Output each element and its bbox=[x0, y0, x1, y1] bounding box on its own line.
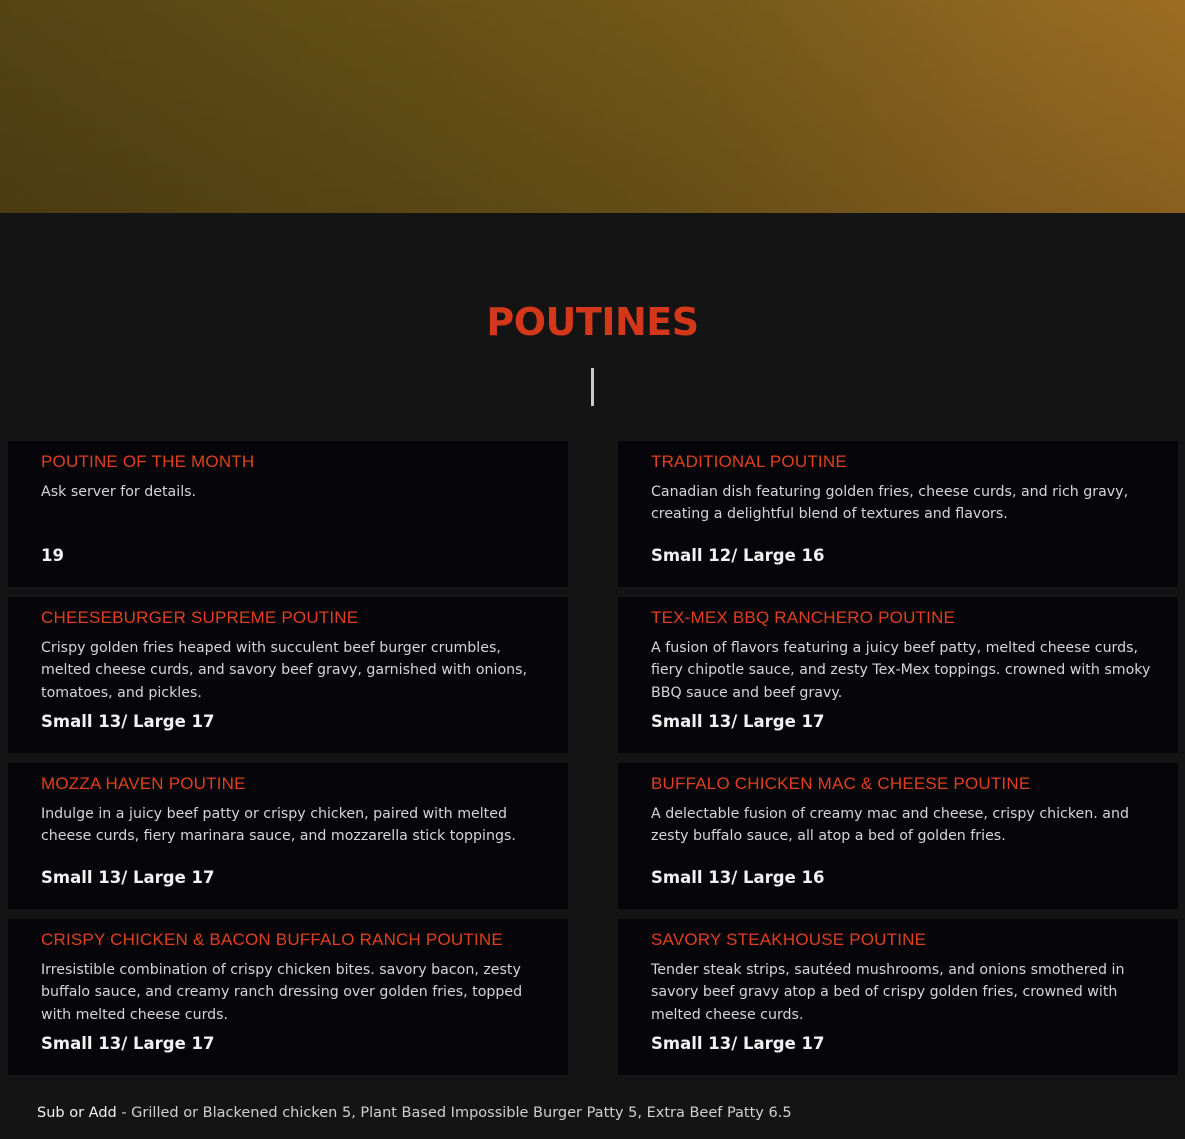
menu-item-card bbox=[618, 597, 1178, 753]
menu-item-description: Ask server for details. bbox=[41, 483, 197, 500]
menu-item-card bbox=[8, 441, 568, 587]
section-title: POUTINES bbox=[486, 300, 699, 344]
menu-item-description: Irresistible combination of crispy chicken bites. savory bacon, zesty buffalo sauce, and creamy ranch dressing over golden fries, topped with melted cheese curds. bbox=[41, 961, 523, 1023]
menu-item-card bbox=[8, 597, 568, 753]
menu-item-description: Canadian dish featuring golden fries, cheese curds, and rich gravy, creating a delightful blend of textures and flavors. bbox=[651, 483, 1129, 523]
title-divider bbox=[591, 368, 594, 406]
add-ons-lead: Sub or Add bbox=[37, 1105, 117, 1121]
menu-item-card bbox=[8, 763, 568, 909]
menu-item-title: CHEESEBURGER SUPREME POUTINE bbox=[41, 608, 359, 627]
add-ons-text: - Grilled or Blackened chicken 5, Plant Based Impossible Burger Patty 5, Extra Beef Patty 6.5 bbox=[116, 1105, 792, 1121]
menu-item-price: Small 13/ Large 16 bbox=[651, 868, 825, 887]
menu-item-price: Small 12/ Large 16 bbox=[651, 546, 825, 565]
menu-item-description: A fusion of flavors featuring a juicy beef patty, melted cheese curds, fiery chipotle sauce, and zesty Tex-Mex toppings. crowned with smoky BBQ sauce and beef gravy. bbox=[651, 639, 1151, 701]
menu-item-price: Small 13/ Large 17 bbox=[651, 1034, 825, 1053]
menu-item-price: Small 13/ Large 17 bbox=[41, 1034, 215, 1053]
menu-item-title: POUTINE OF THE MONTH bbox=[41, 452, 255, 471]
menu-item-title: SAVORY STEAKHOUSE POUTINE bbox=[651, 930, 927, 949]
menu-item-title: TEX-MEX BBQ RANCHERO POUTINE bbox=[651, 608, 956, 627]
menu-item-card bbox=[618, 441, 1178, 587]
menu-item-title: TRADITIONAL POUTINE bbox=[651, 452, 847, 471]
menu-item-description: A delectable fusion of creamy mac and cheese, crispy chicken. and zesty buffalo sauce, all atop a bed of golden fries. bbox=[651, 805, 1129, 845]
menu-item-title: CRISPY CHICKEN & BACON BUFFALO RANCH POUTINE bbox=[41, 930, 503, 949]
menu-item-price: Small 13/ Large 17 bbox=[41, 712, 215, 731]
add-ons-note bbox=[37, 1105, 792, 1121]
hero-banner bbox=[0, 0, 1185, 213]
menu-item-description: Crispy golden fries heaped with succulent beef burger crumbles, melted cheese curds, and savory beef gravy, garnished with onions, tomatoes, and pickles. bbox=[41, 639, 528, 701]
menu-item-card bbox=[618, 763, 1178, 909]
menu-item-card bbox=[8, 919, 568, 1075]
menu-item-title: BUFFALO CHICKEN MAC & CHEESE POUTINE bbox=[651, 774, 1031, 793]
menu-item-title: MOZZA HAVEN POUTINE bbox=[41, 774, 246, 793]
menu-item-price: 19 bbox=[41, 546, 64, 565]
menu-item-description: Indulge in a juicy beef patty or crispy chicken, paired with melted cheese curds, fiery marinara sauce, and mozzarella stick toppings. bbox=[41, 805, 516, 845]
menu-item-price: Small 13/ Large 17 bbox=[651, 712, 825, 731]
menu-item-description: Tender steak strips, sautéed mushrooms, and onions smothered in savory beef gravy atop a bed of crispy golden fries, crowned with melted cheese curds. bbox=[651, 961, 1125, 1023]
menu-item-card bbox=[618, 919, 1178, 1075]
menu-item-price: Small 13/ Large 17 bbox=[41, 868, 215, 887]
